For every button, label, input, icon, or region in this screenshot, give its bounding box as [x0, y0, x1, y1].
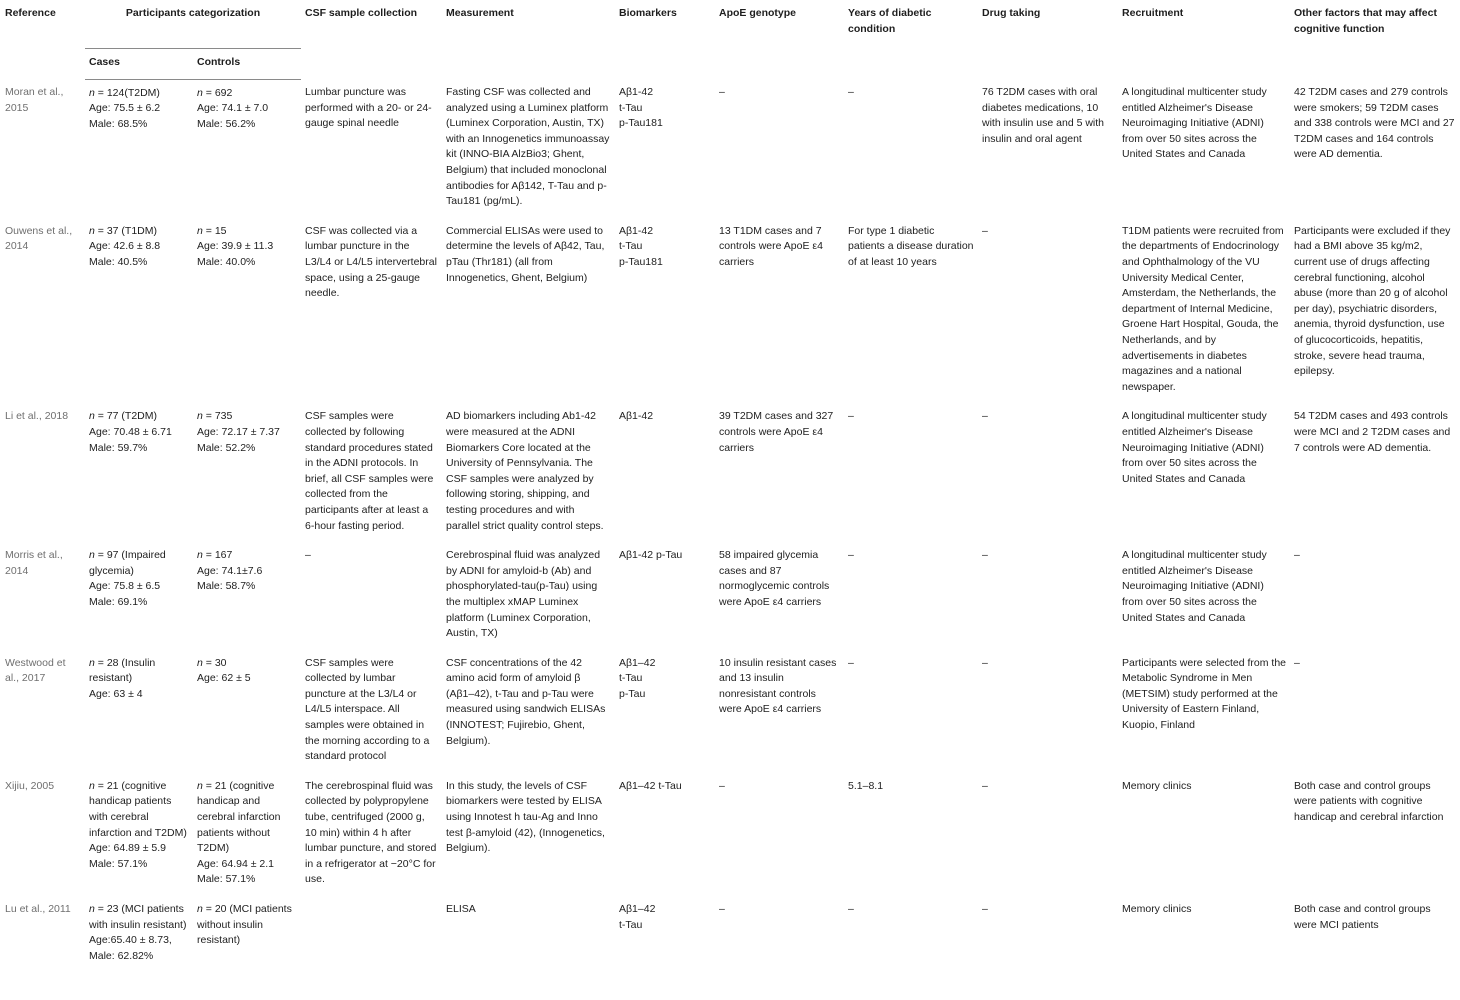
cell-measurement: Fasting CSF was collected and analyzed using a Luminex platform (Luminex Corporation, Austin, TX) with an Innogenetics immunoassay kit (INNO-BIA AlzBio3; Ghent, Belgium) that included monoclonal antibodies for Aβ142, T-Tau and p-Tau181 (pg/mL). — [446, 86, 610, 208]
cell-biomarkers — [615, 542, 715, 650]
cell-years: – — [848, 86, 854, 99]
cell-reference: Moran et al., 2015 — [5, 86, 64, 114]
biomarkers-item: t-Tau — [619, 101, 643, 114]
cases-n: n = 37 (T1DM) — [89, 224, 157, 237]
header-drug: Drug taking — [982, 7, 1041, 19]
biomarkers-item: Aβ1-42 — [619, 224, 654, 237]
cell-drug: – — [982, 410, 988, 423]
controls-lines-item: Male: 40.0% — [197, 256, 256, 269]
controls-lines-item: Male: 52.2% — [197, 441, 256, 454]
cell-csf-collection: CSF was collected via a lumbar puncture in the L3/L4 or L4/L5 intervertebral space, using a 25-gauge needle. — [305, 224, 437, 300]
cell-recruitment: T1DM patients were recruited from the departments of Endocrinology and Ophthalmology of the VU University Medical Center, Amsterdam, the Netherlands, the department of Internal Medicine, Groene Hart Hospital, Gouda, the Netherlands, and by advertisements in diabetes magazines and a national newspaper. — [1122, 224, 1284, 393]
controls-n-value: 692 — [214, 86, 233, 99]
biomarkers-item: Aβ1–42 — [619, 656, 656, 669]
cell-apoe: 10 insulin resistant cases and 13 insulin nonresistant controls were ApoE ε4 carriers — [719, 656, 837, 716]
biomarkers-item: Aβ1–42 — [619, 903, 656, 915]
header-controls: Controls — [193, 49, 301, 80]
cell-cases — [85, 773, 193, 896]
cases-lines-item: Age: 70.48 ± 6.71 — [89, 425, 172, 438]
cell-controls — [193, 79, 301, 218]
cell-controls — [193, 773, 301, 896]
cell-recruitment: A longitudinal multicenter study entitled Alzheimer's Disease Neuroimaging Initiative (ADNI) from over 50 sites across the United States and Canada — [1122, 410, 1267, 485]
cases-n: n = 77 (T2DM) — [89, 410, 157, 423]
cell-years: – — [848, 410, 854, 423]
cell-other: – — [1294, 656, 1300, 669]
cell-controls — [193, 218, 301, 404]
cases-n-value: 28 (Insulin resistant) — [89, 656, 156, 685]
controls-n: n = 21 (cognitive handicap and cerebral infarction patients without T2DM) — [197, 779, 281, 855]
cell-drug: – — [982, 656, 988, 669]
cases-n: n = 97 (Impaired glycemia) — [89, 549, 166, 577]
header-biomarkers: Biomarkers — [619, 7, 677, 19]
header-years: Years of diabetic condition — [848, 7, 932, 35]
cell-years: For type 1 diabetic patients a disease duration of at least 10 years — [848, 224, 974, 269]
cases-details — [89, 425, 189, 456]
controls-details — [197, 564, 297, 595]
cell-recruitment: Memory clinics — [1122, 903, 1192, 915]
cell-cases — [85, 218, 193, 404]
controls-n-value: 735 — [214, 410, 233, 423]
table-row — [1, 79, 1459, 218]
cell-measurement: ELISA — [446, 903, 476, 915]
controls-details — [197, 857, 297, 888]
cases-n: n = 21 (cognitive handicap patients with cerebral infarction and T2DM) — [89, 779, 187, 839]
cases-n-value: 21 (cognitive handicap patients with cerebral infarction and T2DM) — [89, 779, 187, 839]
cases-lines-item: Male: 40.5% — [89, 256, 148, 269]
cell-cases — [85, 896, 193, 964]
cell-other: – — [1294, 549, 1300, 562]
header-csf-collection: CSF sample collection — [305, 7, 418, 19]
controls-n-value: 167 — [214, 549, 233, 562]
controls-n: n = 167 — [197, 549, 233, 562]
cases-n: n = 23 (MCI patients with insulin resistant) — [89, 903, 187, 931]
cases-lines-item: Age: 75.8 ± 6.5 — [89, 580, 161, 593]
table-body — [1, 79, 1459, 964]
cell-cases — [85, 542, 193, 650]
table-header — [1, 0, 1459, 79]
header-reference: Reference — [5, 7, 56, 19]
table-row — [1, 896, 1459, 964]
biomarkers-item: t-Tau — [619, 672, 643, 685]
cases-lines-item: Male: 57.1% — [89, 857, 148, 870]
header-apoe: ApoE genotype — [719, 7, 797, 19]
table-row — [1, 650, 1459, 773]
cell-reference: Xijiu, 2005 — [5, 779, 55, 792]
controls-n: n = 15 — [197, 224, 227, 237]
cases-lines-item: Age: 42.6 ± 8.8 — [89, 240, 161, 253]
study-table — [1, 0, 1459, 964]
cell-csf-collection: – — [305, 549, 311, 562]
cell-drug: – — [982, 903, 988, 915]
cell-years: – — [848, 549, 854, 562]
cell-drug: – — [982, 549, 988, 562]
cell-cases — [85, 79, 193, 218]
cases-n: n = 28 (Insulin resistant) — [89, 656, 156, 685]
cell-measurement: CSF concentrations of the 42 amino acid form of amyloid β (Aβ1–42), t-Tau and p-Tau were measured using sandwich ELISAs (INNOTEST; Fujirebio, Ghent, Belgium). — [446, 656, 606, 747]
cell-apoe: 13 T1DM cases and 7 controls were ApoE ε4 carriers — [719, 224, 823, 269]
cell-csf-collection: CSF samples were collected by following standard procedures stated in the ADNI protocols. In brief, all CSF samples were collected from the participants after at least a 6-hour fasting period. — [305, 410, 434, 532]
cell-biomarkers — [615, 218, 715, 404]
cell-reference: Lu et al., 2011 — [5, 903, 71, 915]
cell-apoe: – — [719, 86, 725, 99]
cell-controls — [193, 650, 301, 773]
cases-details — [89, 239, 189, 270]
cell-apoe: – — [719, 779, 725, 792]
cell-years: 5.1–8.1 — [848, 779, 884, 792]
cell-biomarkers — [615, 773, 715, 896]
cell-measurement: Commercial ELISAs were used to determine the levels of Aβ42, Tau, pTau (Thr181) (all from Innogenetics, Ghent, Belgium) — [446, 224, 605, 284]
cell-measurement: Cerebrospinal fluid was analyzed by ADNI for amyloid-b (Ab) and phosphorylated-tau(p-Tau) using the multiplex xMAP Luminex platform (Luminex Corporation, Austin, TX) — [446, 549, 601, 640]
cases-n-value: 124(T2DM) — [106, 86, 160, 99]
biomarkers-item: Aβ1-42 — [619, 410, 654, 423]
controls-n-value: 21 (cognitive handicap and cerebral infarction patients without T2DM) — [197, 779, 281, 855]
cell-biomarkers — [615, 79, 715, 218]
cases-lines-item: Male: 68.5% — [89, 117, 148, 130]
cell-biomarkers — [615, 403, 715, 542]
table-row — [1, 773, 1459, 896]
cell-other: Both case and control groups were MCI patients — [1294, 903, 1431, 931]
cell-other: 54 T2DM cases and 493 controls were MCI and 2 T2DM cases and 7 controls were AD dementia. — [1294, 410, 1451, 454]
cell-reference: Ouwens et al., 2014 — [5, 224, 73, 253]
cases-lines-item: Age: 63 ± 4 — [89, 687, 143, 700]
table-row — [1, 542, 1459, 650]
biomarkers-item: Aβ1-42 — [619, 86, 654, 99]
cell-other: 42 T2DM cases and 279 controls were smokers; 59 T2DM cases and 338 controls were MCI and 27 T2DM cases and 164 controls were AD dementia. — [1294, 86, 1455, 161]
cases-details — [89, 841, 189, 872]
header-cases: Cases — [85, 49, 193, 80]
cases-lines-item: Age:65.40 ± 8.73, — [89, 934, 172, 947]
biomarkers-item: p-Tau181 — [619, 117, 663, 130]
header-recruitment: Recruitment — [1122, 7, 1184, 19]
header-measurement: Measurement — [446, 7, 514, 19]
cases-n: n = 124(T2DM) — [89, 86, 160, 99]
controls-n: n = 30 — [197, 656, 227, 669]
cases-details — [89, 101, 189, 132]
cell-apoe: 39 T2DM cases and 327 controls were ApoE ε4 carriers — [719, 410, 834, 454]
controls-n: n = 692 — [197, 86, 233, 99]
controls-n-value: 30 — [214, 656, 227, 669]
controls-n-value: 20 (MCI patients without insulin resistant) — [197, 903, 292, 947]
cell-csf-collection: CSF samples were collected by lumbar puncture at the L3/L4 or L4/L5 interspace. All samples were obtained in the morning according to a standard protocol — [305, 656, 430, 763]
biomarkers-item: t-Tau — [619, 918, 643, 931]
controls-lines-item: Age: 62 ± 5 — [197, 672, 251, 685]
cell-recruitment: A longitudinal multicenter study entitled Alzheimer's Disease Neuroimaging Initiative (ADNI) from over 50 sites across the United States and Canada — [1122, 549, 1267, 624]
cell-controls — [193, 403, 301, 542]
cell-controls — [193, 896, 301, 964]
biomarkers-item: Aβ1–42 t-Tau — [619, 779, 682, 792]
cases-details — [89, 687, 189, 703]
cases-n-value: 77 (T2DM) — [106, 410, 157, 423]
cases-lines-item: Age: 75.5 ± 6.2 — [89, 102, 161, 115]
controls-lines-item: Age: 74.1±7.6 — [197, 564, 263, 577]
cell-years: – — [848, 903, 854, 915]
controls-lines-item: Age: 64.94 ± 2.1 — [197, 857, 274, 870]
cases-lines-item: Age: 64.89 ± 5.9 — [89, 842, 166, 855]
cell-other: Participants were excluded if they had a BMI above 35 kg/m2, current use of drugs affecting cerebral functioning, alcohol abuse (more than 20 g of alcohol per day), psychiatric disorders, anemia, thyroid dysfunction, use of glucocorticoids, hepatitis, stroke, severe head trauma, epilepsy. — [1294, 224, 1451, 378]
cell-years: – — [848, 656, 854, 669]
controls-n-value: 15 — [214, 224, 227, 237]
cell-biomarkers — [615, 650, 715, 773]
table-row — [1, 218, 1459, 404]
controls-n: n = 20 (MCI patients without insulin resistant) — [197, 903, 292, 947]
biomarkers-item: p-Tau — [619, 687, 646, 700]
controls-details — [197, 671, 297, 687]
cell-drug: – — [982, 779, 988, 792]
cell-csf-collection: Lumbar puncture was performed with a 20- or 24-gauge spinal needle — [305, 86, 432, 130]
cell-drug: 76 T2DM cases with oral diabetes medications, 10 with insulin use and 5 with insulin and oral agent — [982, 86, 1105, 145]
cell-drug: – — [982, 224, 988, 237]
cell-apoe: 58 impaired glycemia cases and 87 normoglycemic controls were ApoE ε4 carriers — [719, 549, 830, 608]
cell-recruitment: Memory clinics — [1122, 779, 1192, 792]
cell-recruitment: A longitudinal multicenter study entitled Alzheimer's Disease Neuroimaging Initiative (ADNI) from over 50 sites across the United States and Canada — [1122, 86, 1267, 161]
cases-lines-item: Male: 59.7% — [89, 441, 148, 454]
cell-csf-collection: The cerebrospinal fluid was collected by polypropylene tube, centrifuged (2000 g, 10 min) within 4 h after lumbar puncture, and stored in a refrigerator at −20°C for use. — [305, 779, 437, 886]
table-row — [1, 403, 1459, 542]
cases-lines-item: Male: 69.1% — [89, 595, 148, 608]
cases-details — [89, 579, 189, 610]
controls-details — [197, 239, 297, 270]
biomarkers-item: Aβ1-42 p-Tau — [619, 549, 683, 562]
cell-csf-collection — [301, 896, 442, 964]
cell-measurement: AD biomarkers including Ab1-42 were measured at the ADNI Biomarkers Core located at the University of Pennsylvania. The CSF samples were analyzed by following storing, shipping, and testing procedures and with parallel strict quality control steps. — [446, 410, 604, 532]
header-participants: Participants categorization — [125, 7, 261, 19]
cell-cases — [85, 403, 193, 542]
biomarkers-item: p-Tau181 — [619, 256, 663, 269]
controls-lines-item: Male: 56.2% — [197, 117, 256, 130]
controls-n: n = 735 — [197, 410, 233, 423]
cell-reference: Li et al., 2018 — [5, 410, 69, 423]
cases-details — [89, 933, 189, 964]
controls-lines-item: Age: 72.17 ± 7.37 — [197, 425, 280, 438]
cell-recruitment: Participants were selected from the Metabolic Syndrome in Men (METSIM) study performed at the University of Eastern Finland, Kuopio, Finland — [1122, 656, 1287, 732]
controls-lines-item: Male: 57.1% — [197, 873, 256, 886]
header-other: Other factors that may affect cognitive function — [1294, 7, 1437, 35]
controls-details — [197, 101, 297, 132]
cell-other: Both case and control groups were patients with cognitive handicap and cerebral infarction — [1294, 779, 1444, 824]
cell-reference: Westwood et al., 2017 — [5, 656, 66, 685]
cell-controls — [193, 542, 301, 650]
controls-details — [197, 425, 297, 456]
controls-lines-item: Age: 39.9 ± 11.3 — [197, 240, 274, 253]
cell-cases — [85, 650, 193, 773]
cell-reference: Morris et al., 2014 — [5, 549, 63, 577]
cell-measurement: In this study, the levels of CSF biomarkers were tested by ELISA using Innotest h tau-Ag and Inno test β-amyloid (42), (Innogenetics, Belgium). — [446, 779, 605, 855]
biomarkers-item: t-Tau — [619, 240, 643, 253]
cell-biomarkers — [615, 896, 715, 964]
cases-lines-item: Male: 62.82% — [89, 949, 154, 962]
cases-n-value: 97 (Impaired glycemia) — [89, 549, 166, 577]
controls-lines-item: Male: 58.7% — [197, 580, 256, 593]
controls-lines-item: Age: 74.1 ± 7.0 — [197, 102, 269, 115]
cases-n-value: 37 (T1DM) — [106, 224, 157, 237]
cases-n-value: 23 (MCI patients with insulin resistant) — [89, 903, 187, 931]
cell-apoe: – — [719, 903, 725, 915]
